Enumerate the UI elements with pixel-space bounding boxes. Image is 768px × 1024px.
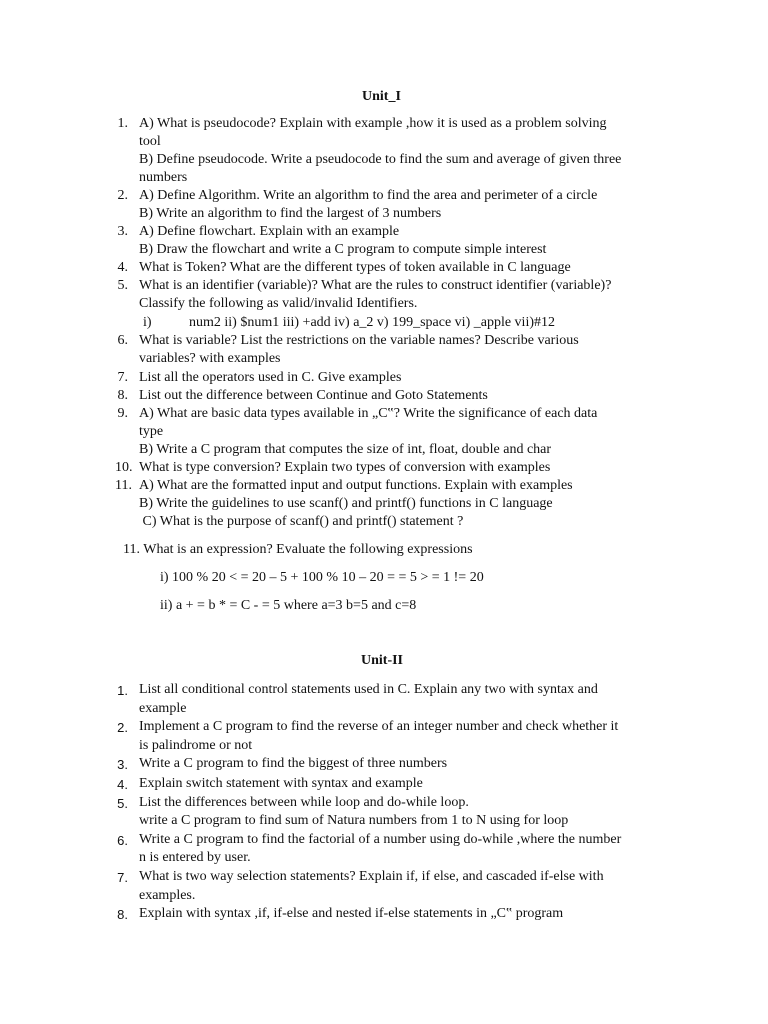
u2-q5-line2: write a C program to find sum of Natura numbers from 1 to N using for loop: [139, 813, 569, 828]
u2-q4-line1: Explain switch statement with syntax and example: [139, 776, 423, 791]
u1-q1-line1: A) What is pseudocode? Explain with example ,how it is used as a problem solving: [139, 116, 607, 131]
u1-q7-number: 7.: [117, 370, 128, 385]
u2-q3-line1: Write a C program to find the biggest of three numbers: [139, 756, 448, 771]
u1-q4-line1: What is Token? What are the different types of token available in C language: [139, 260, 571, 275]
u2-q5-line1: List the differences between while loop and do-while loop.: [139, 795, 469, 810]
u1-q1-number: 1.: [117, 116, 128, 131]
u2-q2-number: 2.: [117, 720, 128, 735]
u1-q5-sub-text: num2 ii) $num1 iii) +add iv) a_2 v) 199_space vi) _apple vii)#12: [189, 315, 555, 330]
u2-q3-number: 3.: [117, 757, 128, 772]
u2-q7-line1: What is two way selection statements? Explain if, if else, and cascaded if-else with: [139, 869, 604, 884]
u1-q5-line2: Classify the following as valid/invalid Identifiers.: [139, 296, 418, 311]
u1-q2-line2: B) Write an algorithm to find the largest of 3 numbers: [139, 206, 442, 221]
u2-q5-number: 5.: [117, 796, 128, 811]
u1-q7-line1: List all the operators used in C. Give examples: [139, 370, 402, 385]
u1-q3-number: 3.: [117, 224, 128, 239]
u1-q9-number: 9.: [117, 406, 128, 421]
u2-q6-line2: n is entered by user.: [139, 850, 251, 865]
u1-q6-line2: variables? with examples: [139, 351, 281, 366]
unit1-heading: Unit_I: [362, 89, 401, 104]
u1-q5-number: 5.: [117, 278, 128, 293]
u1-q9-line3: B) Write a C program that computes the size of int, float, double and char: [139, 442, 552, 457]
u1-q5-sub-label: i): [143, 315, 152, 330]
u1-q3-line1: A) Define flowchart. Explain with an example: [139, 224, 400, 239]
u2-q2-line1: Implement a C program to find the reverse of an integer number and check whether it: [139, 719, 619, 734]
u2-q8-number: 8.: [117, 907, 128, 922]
u1-expression-question: 11. What is an expression? Evaluate the following expressions: [123, 542, 473, 557]
u1-q1-line3: B) Define pseudocode. Write a pseudocode to find the sum and average of given three: [139, 152, 622, 167]
u1-q2-number: 2.: [117, 188, 128, 203]
u1-q11-number: 11.: [115, 478, 132, 493]
u1-q10-line1: What is type conversion? Explain two types of conversion with examples: [139, 460, 551, 475]
u2-q7-line2: examples.: [139, 888, 196, 903]
u1-q3-line2: B) Draw the flowchart and write a C program to compute simple interest: [139, 242, 547, 257]
u1-q9-line1: A) What are basic data types available in „C‟? Write the significance of each data: [139, 406, 598, 421]
u1-q10-number: 10.: [115, 460, 133, 475]
u2-q1-line2: example: [139, 701, 187, 716]
u2-q2-line2: is palindrome or not: [139, 738, 253, 753]
u1-q11-line1: A) What are the formatted input and output functions. Explain with examples: [139, 478, 573, 493]
u1-q4-number: 4.: [117, 260, 128, 275]
u1-q8-number: 8.: [117, 388, 128, 403]
u1-q9-line2: type: [139, 424, 164, 439]
u1-q5-line1: What is an identifier (variable)? What are the rules to construct identifier (variable)?: [139, 278, 612, 293]
u1-q1-line4: numbers: [139, 170, 188, 185]
u1-q6-number: 6.: [117, 333, 128, 348]
u2-q4-number: 4.: [117, 777, 128, 792]
u1-q11-line3: C) What is the purpose of scanf() and printf() statement ?: [139, 514, 464, 529]
u2-q7-number: 7.: [117, 870, 128, 885]
u1-q11-line2: B) Write the guidelines to use scanf() and printf() functions in C language: [139, 496, 553, 511]
unit2-heading: Unit-II: [361, 653, 404, 668]
u2-q1-number: 1.: [117, 683, 128, 698]
u1-q2-line1: A) Define Algorithm. Write an algorithm to find the area and perimeter of a circle: [139, 188, 598, 203]
u1-expression-1: i) 100 % 20 < = 20 – 5 + 100 % 10 – 20 = = 5 > = 1 != 20: [160, 570, 484, 585]
u1-q6-line1: What is variable? List the restrictions on the variable names? Describe various: [139, 333, 579, 348]
u2-q6-number: 6.: [117, 833, 128, 848]
u2-q8-line1: Explain with syntax ,if, if-else and nested if-else statements in „C‟ program: [139, 906, 564, 921]
u2-q6-line1: Write a C program to find the factorial of a number using do-while ,where the number: [139, 832, 622, 847]
u1-expression-2: ii) a + = b * = C - = 5 where a=3 b=5 and c=8: [160, 598, 417, 613]
u1-q1-line2: tool: [139, 134, 161, 149]
u2-q1-line1: List all conditional control statements used in C. Explain any two with syntax and: [139, 682, 598, 697]
u1-q8-line1: List out the difference between Continue and Goto Statements: [139, 388, 488, 403]
